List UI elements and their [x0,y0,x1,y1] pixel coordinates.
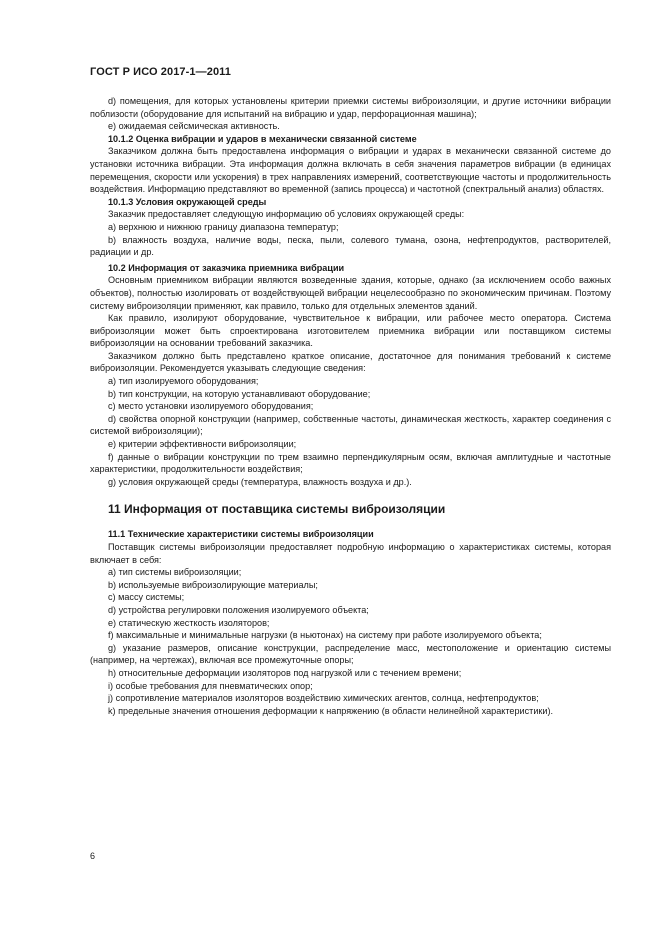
document-code-header: ГОСТ Р ИСО 2017-1—2011 [90,66,231,78]
body-paragraph: i) особые требования для пневматических опор; [108,680,313,691]
body-paragraph: e) статическую жесткость изоляторов; [108,617,270,628]
body-paragraph: Заказчиком должно быть представлено краткое описание, достаточное для понимания требований к системе виброизоляции. Рекомендуется указывать следующие сведения: [90,350,611,374]
section-heading: 11 Информация от поставщика системы виброизоляции [108,502,446,517]
subsection-heading: 10.1.2 Оценка вибрации и ударов в механически связанной системе [108,133,417,144]
subsection-heading: 10.1.3 Условия окружающей среды [108,196,267,207]
body-paragraph: d) свойства опорной конструкции (например, собственные частоты, динамическая жесткость, характер соединения с системой виброизоляции); [90,413,611,437]
body-paragraph: j) сопротивление материалов изоляторов воздействию химических агентов, солнца, нефтепродуктов; [108,693,539,704]
body-paragraph: c) массу системы; [108,592,185,603]
body-paragraph: a) тип системы виброизоляции; [108,567,242,578]
body-paragraph: g) условия окружающей среды (температура, влажность воздуха и др.). [108,476,412,487]
body-paragraph: g) указание размеров, описание конструкции, распределение масс, местоположение и ориентацию системы (например, на чертежах), включая все промежуточные опоры; [90,642,611,666]
document-body [90,95,611,717]
body-paragraph: f) максимальные и минимальные нагрузки (в ньютонах) на систему при работе изолируемого объекта; [108,630,542,641]
body-paragraph: h) относительные деформации изоляторов под нагрузкой или с течением времени; [108,667,462,678]
body-paragraph: d) помещения, для которых установлены критерии приемки системы виброизоляции, и другие источники вибрации поблизости (оборудование для испытаний на вибрацию и удар, перфорационная машина); [90,96,611,119]
body-paragraph: b) используемые виброизолирующие материалы; [108,579,318,590]
body-paragraph: a) тип изолируемого оборудования; [108,376,259,387]
body-paragraph: e) ожидаемая сейсмическая активность. [108,121,280,132]
body-paragraph: Заказчиком должна быть предоставлена информация о вибрации и ударах в механически связанной системе до установки источника вибрации. Эта информация должна включать в себя значения параметров вибрации (в единицах перемещения, скорости или ускорения) в трех направлениях измерений, соответствующие частоты и продолжительность воздействия. Информацию представляют во временной (запись процесса) и частотной (спектральный анализ) областях. [90,146,611,195]
subsection-heading: 10.2 Информация от заказчика приемника вибрации [108,262,345,273]
body-paragraph: c) место установки изолируемого оборудования; [108,401,314,412]
body-paragraph: k) предельные значения отношения деформации к напряжению (в области нелинейной характеристики). [108,705,554,716]
body-paragraph: Заказчик предоставляет следующую информацию об условиях окружающей среды: [108,209,465,220]
body-paragraph: b) тип конструкции, на которую устанавливают оборудование; [108,388,371,399]
body-paragraph: d) устройства регулировки положения изолируемого объекта; [108,604,369,615]
body-paragraph: Как правило, изолируют оборудование, чувствительное к вибрации, или рабочее место оператора. Система виброизоляции может быть спроектирована изготовителем приемника вибрации или поставщиком системы виброизоляции на основании требований заказчика. [90,313,611,349]
page-number: 6 [90,851,96,861]
body-paragraph: Основным приемником вибрации являются возведенные здания, которые, однако (за исключением особо важных объектов), полностью изолировать от воздействующей вибрации нецелесообразно по экономическим причинам. Поэтому систему виброизоляции применяют, как правило, только для отдельных элементов зданий. [90,275,611,311]
body-paragraph: b) влажность воздуха, наличие воды, песка, пыли, солевого тумана, озона, нефтепродуктов, растворителей, радиации и др. [90,234,611,258]
subsection-heading: 11.1 Технические характеристики системы виброизоляции [108,529,374,540]
body-paragraph: a) верхнюю и нижнюю границу диапазона температур; [108,221,339,232]
body-paragraph: f) данные о вибрации конструкции по трем взаимно перпендикулярным осям, включая амплитудные и частотные характеристики, продолжительности воздействия; [90,451,611,475]
body-paragraph: Поставщик системы виброизоляции предоставляет подробную информацию о характеристиках системы, которая включает в себя: [90,542,611,565]
body-paragraph: e) критерии эффективности виброизоляции; [108,439,297,450]
